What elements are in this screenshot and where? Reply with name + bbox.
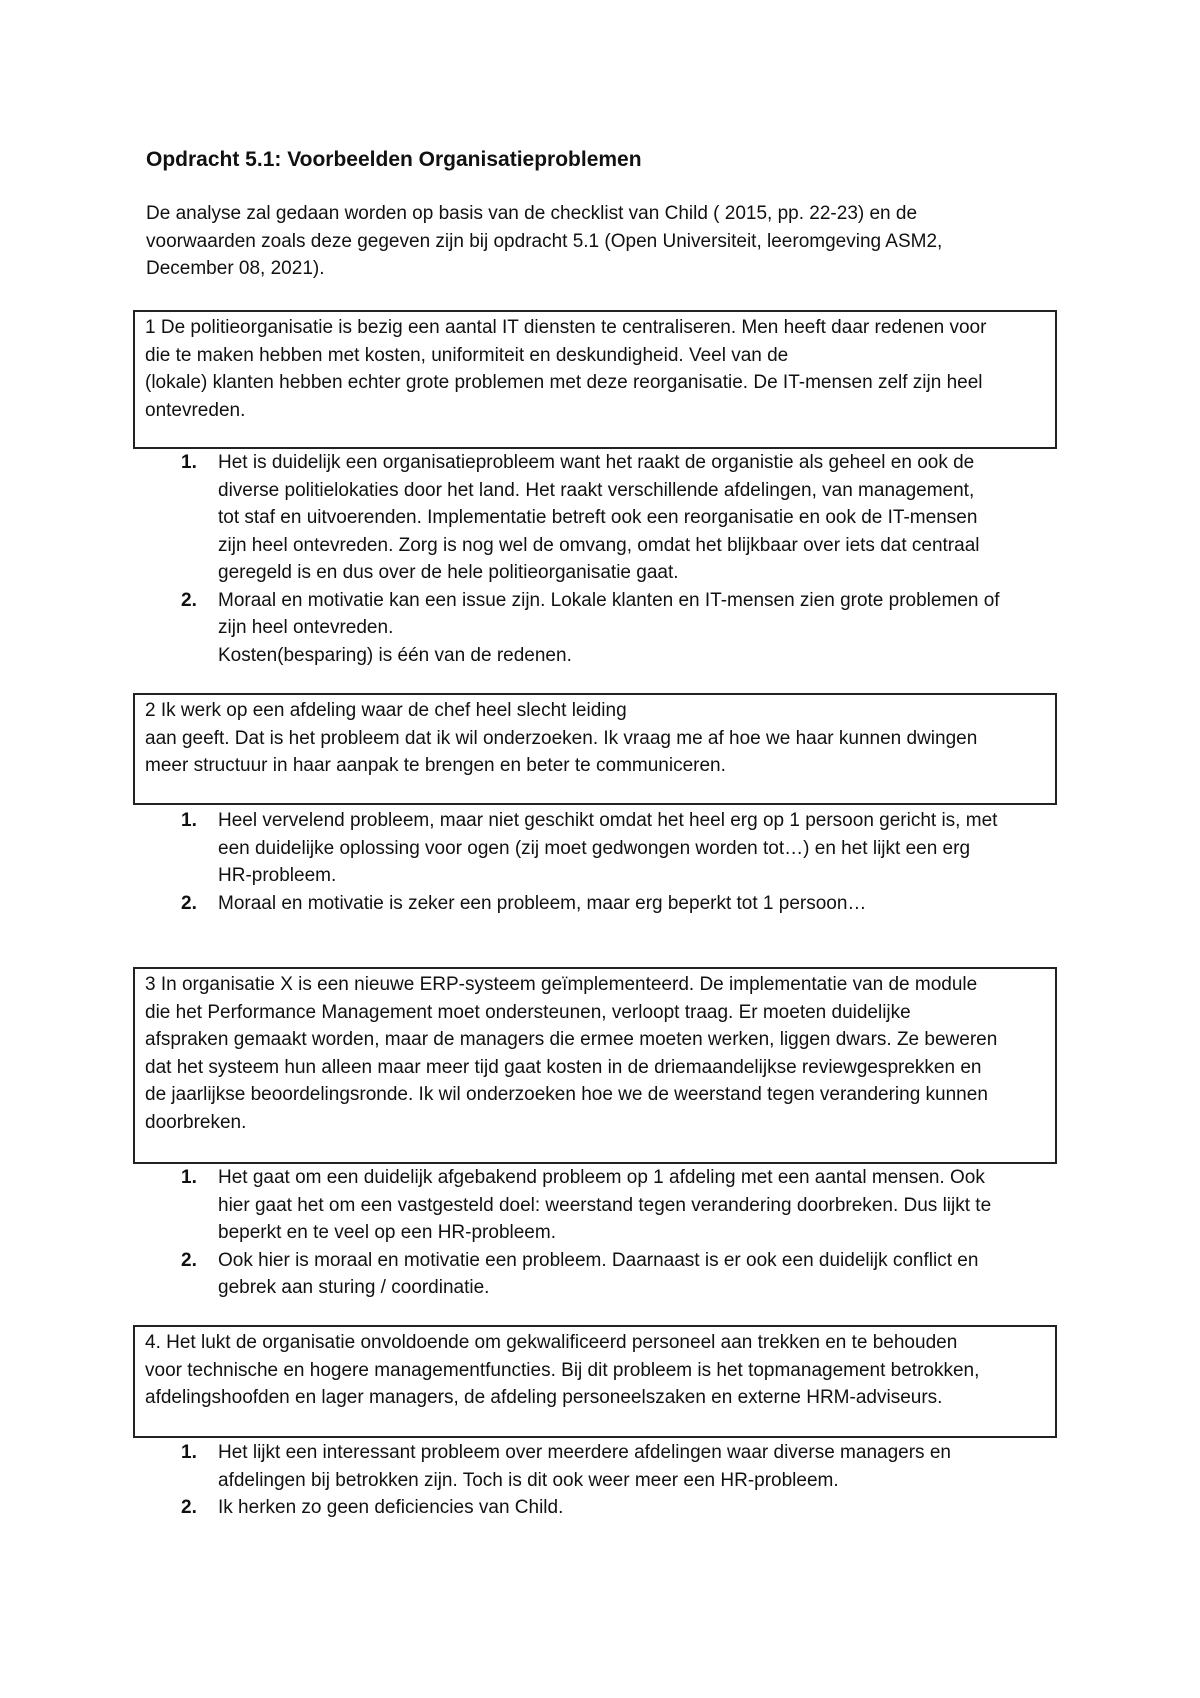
intro-paragraph (146, 200, 1071, 283)
case-2-analysis (146, 807, 1038, 917)
list-line: zijn heel ontevreden. Zorg is nog wel de omvang, omdat het blijkbaar over iets dat centraal (218, 534, 980, 556)
list-number: 2. (181, 892, 197, 914)
list-number: 2. (181, 1497, 197, 1518)
case-line: die het Performance Management moet ondersteunen, verloopt traag. Er moeten duidelijke (145, 1001, 911, 1023)
case-4-analysis (146, 1439, 1038, 1522)
list-line: Het is duidelijk een organisatieprobleem want het raakt de organistie als geheel en ook de (218, 452, 975, 473)
list-item (146, 1494, 1038, 1522)
list-item (146, 890, 1038, 918)
list-number: 1. (181, 452, 197, 473)
case-3-analysis (146, 1164, 1038, 1302)
list-item (146, 587, 1038, 670)
list-line: zijn heel ontevreden. (218, 617, 394, 638)
list-number: 2. (181, 589, 197, 611)
case-line: ontevreden. (145, 399, 246, 421)
list-line: diverse politielokaties door het land. Het raakt verschillende afdelingen, van management, (218, 479, 975, 501)
case-1-description (145, 314, 1045, 424)
list-line: hier gaat het om een vastgesteld doel: weerstand tegen verandering doorbreken. Dus lijkt te (218, 1194, 992, 1216)
list-line: gebrek aan sturing / coordinatie. (218, 1277, 490, 1298)
case-line: (lokale) klanten hebben echter grote problemen met deze reorganisatie. De IT-mensen zelf zijn heel (145, 372, 983, 393)
case-line: die te maken hebben met kosten, uniformiteit en deskundigheid. Veel van de (145, 344, 789, 366)
case-line: voor technische en hogere managementfuncties. Bij dit probleem is het topmanagement betrokken, (145, 1359, 980, 1381)
list-item (146, 1247, 1038, 1302)
case-line: afdelingshoofden en lager managers, de afdeling personeelszaken en externe HRM-adviseurs. (145, 1387, 943, 1408)
list-line: Ook hier is moraal en motivatie een probleem. Daarnaast is er ook een duidelijk conflict en (218, 1249, 979, 1271)
list-item (146, 1164, 1038, 1247)
list-line: Het lijkt een interessant probleem over meerdere afdelingen waar diverse managers en (218, 1442, 951, 1463)
case-line: afspraken gemaakt worden, maar de managers die ermee moeten werken, liggen dwars. Ze beweren (145, 1029, 998, 1050)
list-line: HR-probleem. (218, 865, 337, 886)
list-line: geregeld is en dus over de hele politieorganisatie gaat. (218, 562, 679, 583)
list-line: tot staf en uitvoerenden. Implementatie betreft ook een reorganisatie en ook de IT-mensen (218, 507, 978, 528)
list-line: afdelingen bij betrokken zijn. Toch is dit ook weer meer een HR-probleem. (218, 1469, 839, 1491)
list-line: een duidelijke oplossing voor ogen (zij moet gedwongen worden tot…) en het lijkt een erg (218, 837, 971, 859)
intro-line: voorwaarden zoals deze gegeven zijn bij opdracht 5.1 (Open Universiteit, leeromgeving ASM2, (146, 230, 943, 252)
list-line: Het gaat om een duidelijk afgebakend probleem op 1 afdeling met een aantal mensen. Ook (218, 1167, 985, 1188)
list-line: beperkt en te veel op een HR-probleem. (218, 1222, 556, 1243)
case-4-box (133, 1325, 1057, 1438)
list-line: Moraal en motivatie is zeker een probleem, maar erg beperkt tot 1 persoon… (218, 892, 867, 914)
case-2-description (145, 697, 1045, 780)
case-3-box (133, 967, 1057, 1164)
case-1-box (133, 310, 1057, 449)
intro-line: December 08, 2021). (146, 258, 325, 279)
list-number: 1. (181, 1167, 197, 1188)
list-number: 1. (181, 810, 197, 831)
list-number: 1. (181, 1442, 197, 1463)
list-line: Kosten(besparing) is één van de redenen. (218, 644, 572, 666)
page-title: Opdracht 5.1: Voorbeelden Organisatieproblemen (146, 148, 642, 171)
list-item (146, 807, 1038, 890)
case-4-description (145, 1329, 1045, 1412)
case-line: aan geeft. Dat is het probleem dat ik wil onderzoeken. Ik vraag me af hoe we haar kunnen dwingen (145, 727, 978, 749)
case-3-description (145, 971, 1045, 1136)
case-2-box (133, 693, 1057, 805)
case-line: meer structuur in haar aanpak te brengen en beter te communiceren. (145, 755, 726, 776)
list-item (146, 1439, 1038, 1494)
list-number: 2. (181, 1249, 197, 1271)
case-line: 4. Het lukt de organisatie onvoldoende om gekwalificeerd personeel aan trekken en te behouden (145, 1332, 958, 1353)
case-line: dat het systeem hun alleen maar meer tijd gaat kosten in de driemaandelijkse reviewgesprekken en (145, 1056, 982, 1078)
case-line: de jaarlijkse beoordelingsronde. Ik wil onderzoeken hoe we de weerstand tegen verandering kunnen (145, 1084, 988, 1105)
list-item (146, 449, 1038, 587)
case-line: 3 In organisatie X is een nieuwe ERP-systeem geïmplementeerd. De implementatie van de module (145, 974, 978, 995)
intro-line: De analyse zal gedaan worden op basis van de checklist van Child ( 2015, pp. 22-23) en de (146, 203, 918, 224)
case-line: 1 De politieorganisatie is bezig een aantal IT diensten te centraliseren. Men heeft daar redenen voor (145, 317, 987, 338)
case-line: 2 Ik werk op een afdeling waar de chef heel slecht leiding (145, 700, 627, 721)
list-line: Heel vervelend probleem, maar niet geschikt omdat het heel erg op 1 persoon gericht is, met (218, 810, 998, 831)
list-line: Ik herken zo geen deficiencies van Child. (218, 1497, 564, 1518)
case-1-analysis (146, 449, 1038, 669)
list-line: Moraal en motivatie kan een issue zijn. Lokale klanten en IT-mensen zien grote problemen of (218, 589, 1000, 611)
case-line: doorbreken. (145, 1111, 247, 1133)
